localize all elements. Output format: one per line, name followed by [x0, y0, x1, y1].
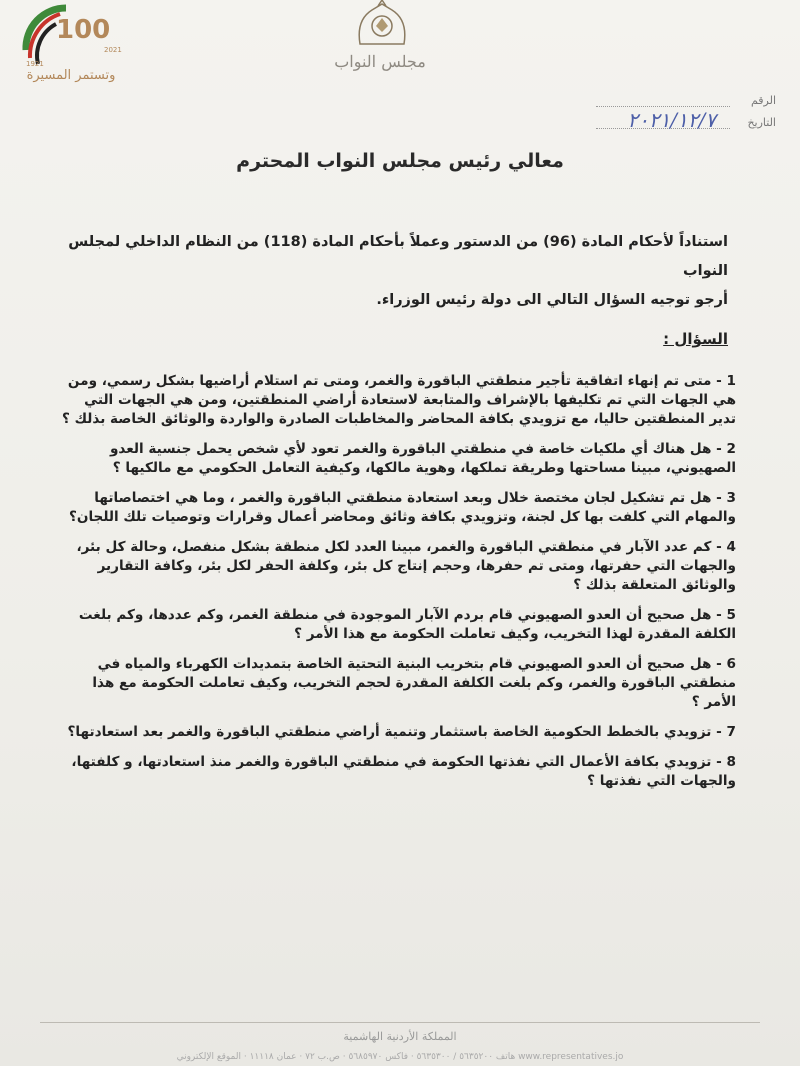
intro-line: استناداً لأحكام المادة (96) من الدستور وعملاً بأحكام المادة (118) من النظام الداخلي لمجلس النواب [68, 234, 728, 279]
question-item: 7 - تزويدي بالخطط الحكومية الخاصة باستثمار وتنمية أراضي منطقتي الباقورة والغمر بعد استعادتها؟ [67, 724, 736, 740]
crest-caption: مجلس النواب [334, 52, 426, 71]
date-label: التاريخ [747, 116, 776, 129]
question-item: 2 - هل هناك أي ملكيات خاصة في منطقتي الباقورة والغمر تعود لأي شخص يحمل جنسية العدو الصهيوني، مبينا مساحتها وطريقة تملكها، وهوية مالكها، وكيفية التعامل الحكومي مع مالكيها ؟ [109, 441, 736, 476]
reference-block [536, 92, 776, 136]
question-item: 3 - هل تم تشكيل لجان مختصة خلال وبعد استعادة منطقتي الباقورة والغمر ، وما هي اختصاصاتها والمهام التي كلفت بها كل لجنة، وتزويدي بكافة وثائق ومحاضر أعمال وقرارات وتوصيات تلك اللجان؟ [68, 490, 736, 525]
reference-line [596, 106, 730, 107]
logo-caption: وتستمر المسيرة [26, 68, 116, 83]
date-value: ٢٠٢١/١٢/٧ [627, 108, 716, 132]
footer-divider [40, 1022, 760, 1023]
question-item: 6 - هل صحيح أن العدو الصهيوني قام بتخريب البنية التحتية الخاصة بتمديدات الكهرباء والمياه في منطقتي الباقورة والغمر، وكم بلغت الكلفة المقدرة لحجم التخريب، وكيف تعاملت الحكومة مع هذا الأمر ؟ [92, 656, 736, 710]
royal-crest-icon [352, 0, 412, 48]
question-item: 5 - هل صحيح أن العدو الصهيوني قام بردم الآبار الموجودة في منطقة الغمر، وكم عددها، وكم بلغت الكلفة المقدرة لهذا التخريب، وكيف تعاملت الحكومة مع هذا الأمر ؟ [78, 607, 736, 642]
centenary-logo [16, 0, 126, 92]
footer-contact: هاتف ٥٦٣٥٢٠٠ / ٥٦٣٥٣٠٠ · فاكس ٥٦٨٥٩٧٠ · ص.ب ٧٢ · عمان ١١١١٨ · الموقع الإلكتروني www.representatives.jo [176, 1052, 624, 1062]
questions-title: السؤال : [663, 330, 728, 348]
question-item: 4 - كم عدد الآبار في منطقتي الباقورة والغمر، مبينا العدد لكل منطقة بشكل منفصل، وحالة كل بئر، والجهات التي حفرتها، ومتى تم حفرها، وحجم إنتاج كل بئر، وكلفة الحفر لكل بئر، وكافة التقارير والوثائق المتعلقة بذلك ؟ [76, 539, 736, 593]
letter-heading: معالي رئيس مجلس النواب المحترم [236, 150, 564, 172]
logo-year-right: 2021 [104, 46, 122, 54]
logo-number: 100 [56, 15, 111, 45]
questions-list [56, 372, 736, 802]
intro-line: أرجو توجيه السؤال التالي الى دولة رئيس الوزراء. [376, 292, 728, 308]
logo-year-left: 1921 [26, 60, 44, 68]
footer-seal-text: المملكة الأردنية الهاشمية [343, 1030, 457, 1043]
reference-label: الرقم [750, 94, 776, 107]
question-item: 1 - متى تم إنهاء اتفاقية تأجير منطقتي الباقورة والغمر، ومتى تم استلام أراضيها بشكل رسمي، ومن هي الجهات التي تم تكليفها بالإشراف والمتابعة لاستعادة أراضي المنطقتين، ومن هي الجهات التي تدير المنطقتين حاليا، مع تزويدي بكافة المحاضر والمخاطبات الصادرة والواردة والوثائق الخاصة بذلك ؟ [61, 373, 736, 427]
question-item: 8 - تزويدي بكافة الأعمال التي نفذتها الحكومة في منطقتي الباقورة والغمر منذ استعادتها، و كلفتها، والجهات التي نفذتها ؟ [71, 754, 736, 789]
intro-paragraph [50, 228, 728, 315]
